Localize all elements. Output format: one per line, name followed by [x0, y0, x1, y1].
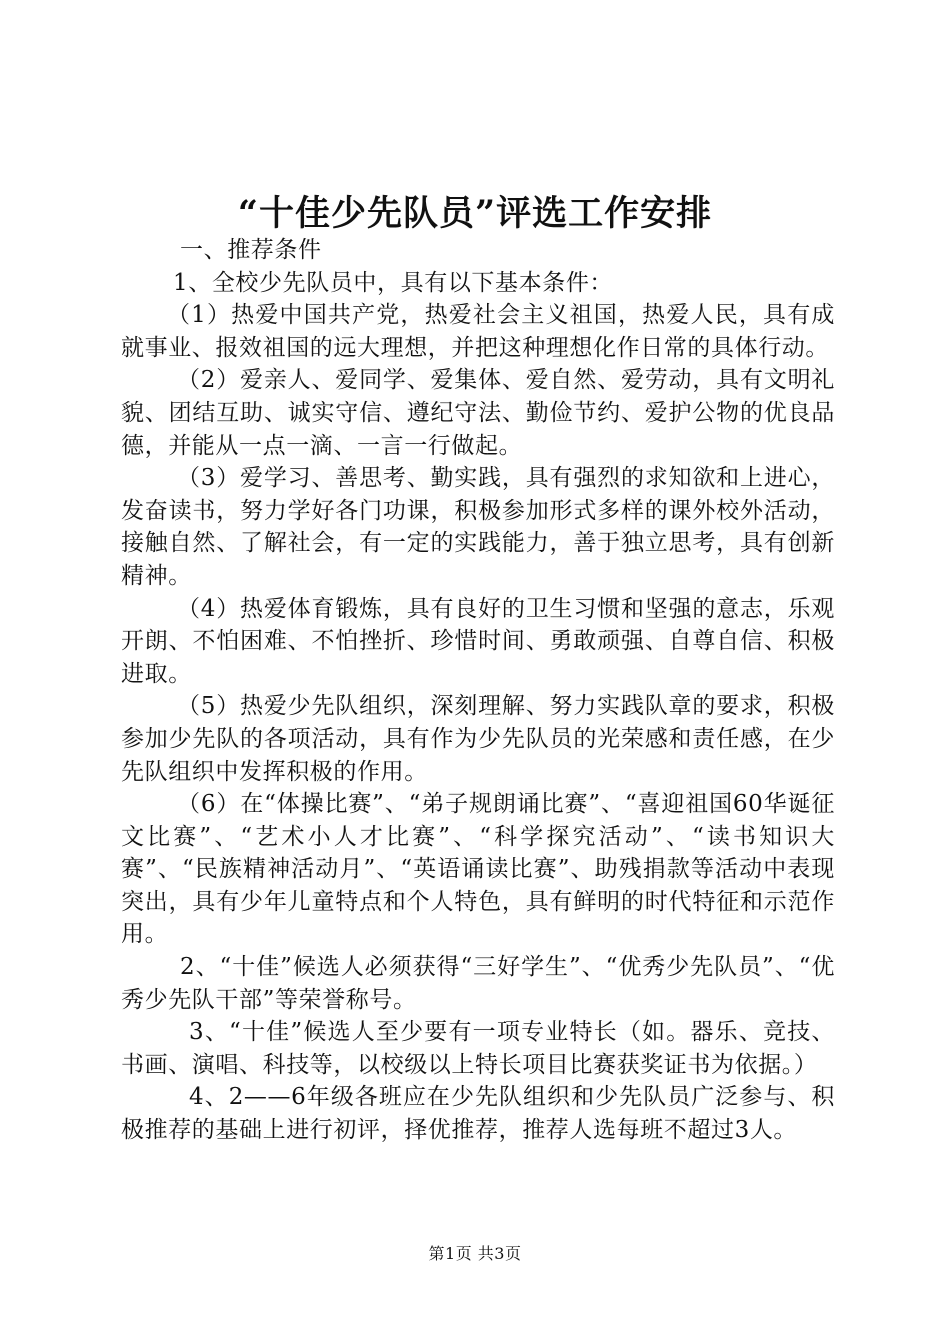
paragraph-item-3: 3、“十佳”候选人至少要有一项专业特长（如。器乐、竞技、书画、演唱、科技等，以校级以上特长项目比赛获奖证书为依据。） [121, 1019, 835, 1078]
paragraph-condition-4: （4）热爱体育锻炼，具有良好的卫生习惯和坚强的意志，乐观开朗、不怕困难、不怕挫折、珍惜时间、勇敢顽强、自尊自信、积极进取。 [121, 595, 835, 687]
paragraph-basic-conditions: 1、全校少先队员中，具有以下基本条件： [173, 269, 614, 296]
section-heading-recommendation: 一、推荐条件 [180, 237, 322, 263]
paragraph-item-2: 2、“十佳”候选人必须获得“三好学生”、“优秀少先队员”、“优秀少先队干部”等荣誉称号。 [121, 954, 835, 1013]
paragraph-condition-2: （2）爱亲人、爱同学、爱集体、爱自然、爱劳动，具有文明礼貌、团结互助、诚实守信、遵纪守法、勤俭节约、爱护公物的优良品德，并能从一点一滴、一言一行做起。 [121, 367, 835, 459]
paragraph-condition-3: （3）爱学习、善思考、勤实践，具有强烈的求知欲和上进心，发奋读书，努力学好各门功课，积极参加形式多样的课外校外活动，接触自然、了解社会，有一定的实践能力，善于独立思考，具有创新精神。 [121, 465, 835, 589]
paragraph-condition-5: （5）热爱少先队组织，深刻理解、努力实践队章的要求，积极参加少先队的各项活动，具有作为少先队员的光荣感和责任感，在少先队组织中发挥积极的作用。 [121, 693, 835, 785]
page-footer: 第1页 共3页 [428, 1244, 522, 1263]
paragraph-condition-1: （1）热爱中国共产党，热爱社会主义祖国，热爱人民，具有成就事业、报效祖国的远大理想，并把这种理想化作日常的具体行动。 [121, 302, 835, 361]
paragraph-item-4: 4、2——6年级各班应在少先队组织和少先队员广泛参与、积极推荐的基础上进行初评，择优推荐，推荐人选每班不超过3人。 [121, 1084, 835, 1144]
paragraph-condition-6: （6）在“体操比赛”、“弟子规朗诵比赛”、“喜迎祖国60华诞征文比赛”、“艺术小人才比赛”、“科学探究活动”、“读书知识大赛”、“民族精神活动月”、“英语诵读比赛”、助残捐款等活动中表现突出，具有少年儿童特点和个人特色，具有鲜明的时代特征和示范作用。 [121, 791, 835, 948]
document-title: “十佳少先队员”评选工作安排 [237, 193, 713, 234]
document-body [121, 234, 835, 1147]
